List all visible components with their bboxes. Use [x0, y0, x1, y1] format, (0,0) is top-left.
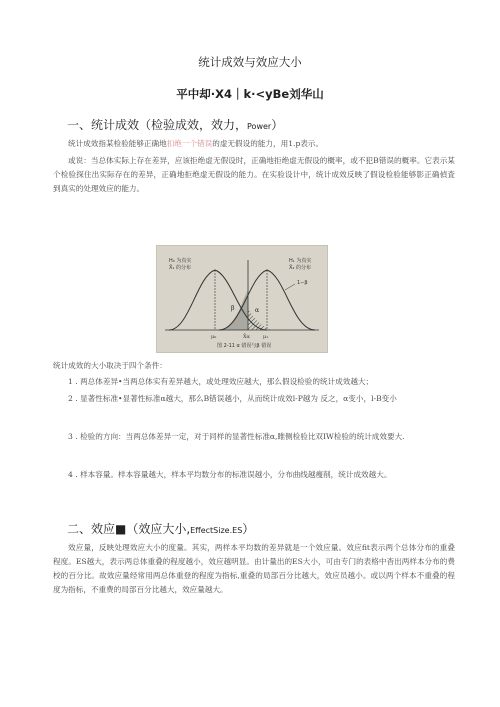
para1-highlight: 扣绝一个错误 [166, 139, 213, 148]
label-alpha: α [255, 307, 260, 314]
distribution-curves-svg [157, 246, 327, 352]
section1-heading [67, 116, 283, 133]
condition-item-4: 4 . 样本容量。样本容量越大，样本平均数分布的标准误越小，分布曲线越瘦削，统计成效越大。 [68, 470, 392, 479]
alpha-region [248, 308, 271, 330]
section2-para1: 效应量，反映处理效应大小的度量。其实，两样本平均数的差异就是一个效应量。效应fit表示两个总体分布的重叠程度。ES越大，表示两总体重叠的程度越小，效应越明显。由计量出的ES大小，可由专门的表格中杳出两样本分布的费校的百分比。故效应量经常用两总体重登的程度为指标,重叠的局部百分比越大，效应员越小。或以两个样本不重叠的程度为指标，不重费的局部百分比越大，效应量越大。 [53, 543, 455, 594]
condition-item-3: 3 . 检验的方向：当两总体差异一定，对于同样的显著性标准α,睢侧检验比双IW检验的统计成效要大. [68, 432, 405, 441]
section2-heading-main: 二、效应■（效应大小, [67, 522, 191, 536]
section2-heading-small: EffectSize.ES [190, 526, 243, 535]
section1-heading-small: Power [247, 122, 272, 131]
label-one-minus-beta: 1−β [297, 280, 308, 286]
condition-item-1: 1 . 两总体差异•当两总体实有差异越大，或处理效应越大，那么假设检验的统计成效越大； [68, 377, 374, 386]
power-figure [156, 245, 328, 353]
para1-text-b: 的虚无假设的能力，用1.p表示。 [212, 139, 324, 148]
one-minus-beta-pointer [285, 284, 295, 290]
section1-para2: 或说：当总体实际上存在差异，应该拒绝虚无假设时，正确地拒绝虚无假设的概率，或不犯B错误的概率。它表示某个检验探住出实际存在的差异，正确地拒绝虚无假设的能力。在实验设计中，统计成效反映了假设检验能够影正确偵査到真实的处理效应的能力。 [53, 156, 455, 193]
label-mu0: μ₀ [211, 334, 217, 340]
label-right-2: X̄₂ 的分布 [289, 265, 312, 271]
label-right-1: H₁ 为真实 [289, 258, 312, 264]
figure-caption: 图 2-11 α 错误与β 错误 [217, 343, 272, 349]
document-title: 统计成效与效应大小 [198, 55, 302, 69]
label-xa: X̄α [243, 334, 250, 340]
label-left-2: X̄₁ 的分布 [169, 265, 192, 271]
section1-heading-main: 一、统计成效（检验成效，效力， [67, 118, 248, 132]
label-beta: β [231, 305, 235, 312]
conditions-intro: 统计成效的大小取决于四个条件： [53, 361, 167, 370]
label-mu1: μ₁ [263, 334, 269, 340]
para1-text-a: 统计成效指某检验能够正确地 [68, 139, 167, 148]
section2-heading-close: ） [242, 522, 255, 536]
label-left-1: H₀ 为真实 [169, 258, 192, 264]
section1-heading-close: ） [271, 118, 284, 132]
document-subtitle: 平中却·X4｜k·<yBe刘华山 [176, 87, 324, 101]
condition-item-2: 2 . 显著性标准•显著性标准α越大，那么B错误越小，从而统计成效l-P越为 反之，α变小，l-B变小 [68, 394, 397, 403]
section1-para1 [53, 137, 455, 151]
section2-heading [67, 520, 254, 537]
